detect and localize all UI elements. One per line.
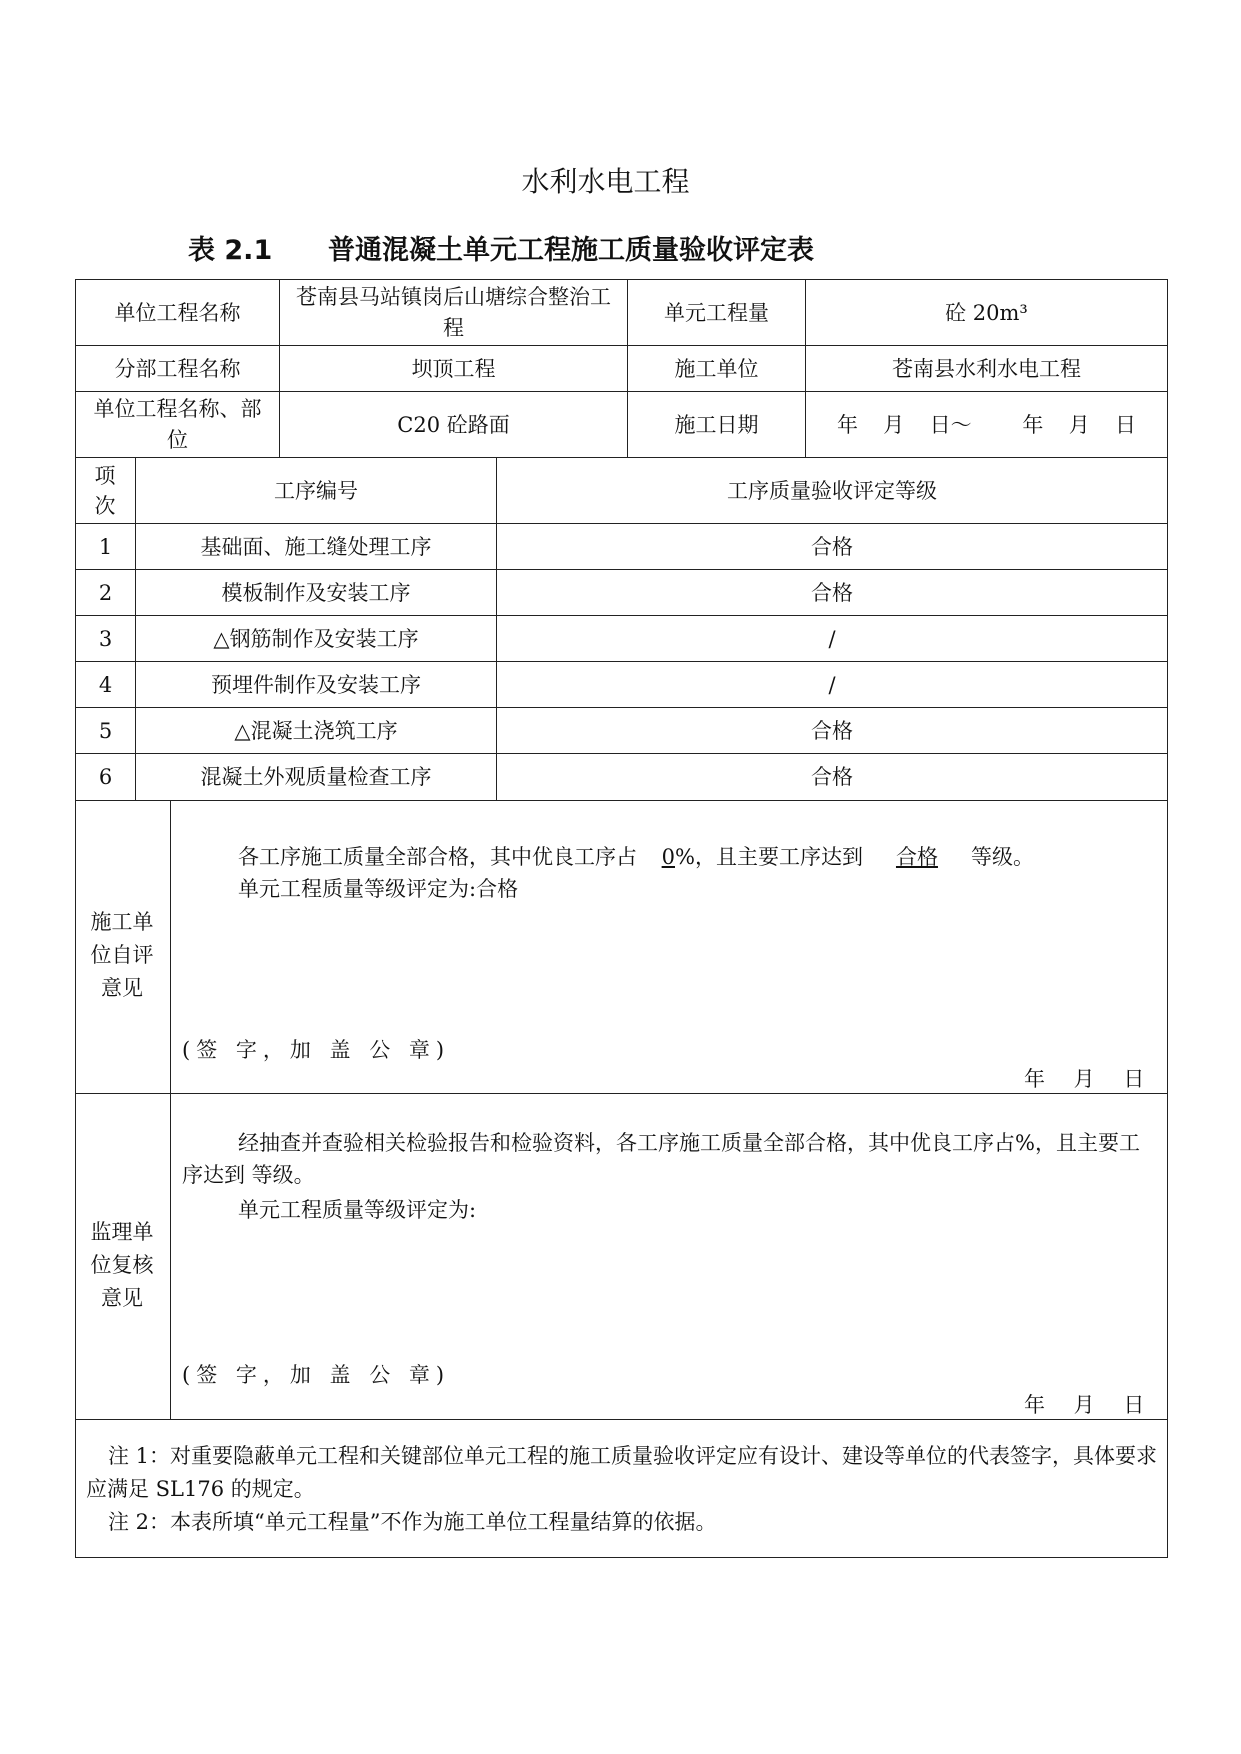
col-process-code: 工序编号 [274, 478, 358, 503]
row-grade: 合格 [811, 534, 853, 559]
row-no: 5 [98, 718, 113, 743]
construction-date-label: 施工日期 [674, 412, 759, 437]
self-eval-statement [238, 841, 1158, 873]
row-process: 模板制作及安装工序 [221, 580, 411, 605]
supervisor-statement: 经抽查并查验相关检验报告和检验资料，各工序施工质量全部合格，其中优良工序占%，且主要工序达到 等级。 [182, 1131, 1140, 1187]
row-process: 基础面、施工缝处理工序 [200, 534, 432, 559]
row-no: 2 [98, 580, 113, 605]
row-no: 3 [98, 626, 113, 651]
row-grade: 合格 [811, 580, 853, 605]
contractor-label: 施工单位 [674, 356, 759, 381]
self-eval-label: 施工单位自评意见 [90, 909, 154, 1000]
supervisor-sign: (签 字，加 盖 公 章) [182, 1363, 451, 1387]
self-eval-result: 单元工程质量等级评定为:合格 [238, 877, 519, 901]
unit-project-label: 单位工程名称 [114, 300, 241, 325]
supervisor-label: 监理单位复核意见 [90, 1219, 154, 1310]
note-1: 注 1：对重要隐蔽单元工程和关键部位单元工程的施工质量验收评定应有设计、建设等单位的代表签字，具体要求应满足 SL176 的规定。 [86, 1444, 1158, 1501]
row-grade: 合格 [811, 718, 853, 743]
table-number: 表 2.1 [188, 235, 273, 266]
main-process-grade: 合格 [895, 845, 938, 869]
row-process: 混凝土外观质量检查工序 [200, 765, 432, 789]
row-grade: / [828, 672, 836, 697]
self-eval-text: 各工序施工质量全部合格，其中优良工序占 [238, 845, 637, 869]
row-grade: 合格 [811, 765, 853, 789]
unit-quantity-label: 单元工程量 [664, 300, 769, 325]
unit-name-position-value: C20 砼路面 [397, 412, 510, 437]
unit-project-value: 苍南县马站镇岗后山塘综合整治工程 [296, 284, 611, 340]
table-title: 普通混凝土单元工程施工质量验收评定表 [328, 235, 814, 266]
self-eval-sign: (签 字，加 盖 公 章) [182, 1038, 451, 1062]
self-eval-date: 年 月 日 [1024, 1067, 1145, 1091]
row-grade: / [828, 626, 836, 651]
row-no: 6 [98, 765, 113, 789]
note-2: 注 2：本表所填“单元工程量”不作为施工单位工程量结算的依据。 [108, 1510, 717, 1534]
self-eval-text: 等级。 [970, 845, 1034, 869]
branch-project-label: 分部工程名称 [114, 356, 241, 381]
unit-name-position-label: 单位工程名称、部位 [93, 396, 262, 452]
unit-quantity-value: 砼 20m³ [945, 300, 1028, 325]
excellent-percent: 0 [661, 845, 675, 869]
supervisor-result: 单元工程质量等级评定为: [238, 1198, 477, 1222]
row-process: 预埋件制作及安装工序 [211, 672, 421, 697]
document-title: 水利水电工程 [521, 165, 690, 198]
row-process: △混凝土浇筑工序 [234, 718, 398, 743]
contractor-value: 苍南县水利水电工程 [892, 356, 1081, 381]
supervisor-date: 年 月 日 [1024, 1393, 1145, 1417]
branch-project-value: 坝顶工程 [411, 356, 496, 381]
col-quality-grade: 工序质量验收评定等级 [727, 478, 937, 503]
col-item-no: 项次 [94, 463, 116, 518]
self-eval-text: %，且主要工序达到 [675, 845, 863, 869]
row-no: 4 [98, 672, 113, 697]
row-no: 1 [98, 534, 113, 559]
construction-date-value: 年 月 日～ 年 月 日 [836, 412, 1137, 437]
row-process: △钢筋制作及安装工序 [213, 626, 419, 651]
